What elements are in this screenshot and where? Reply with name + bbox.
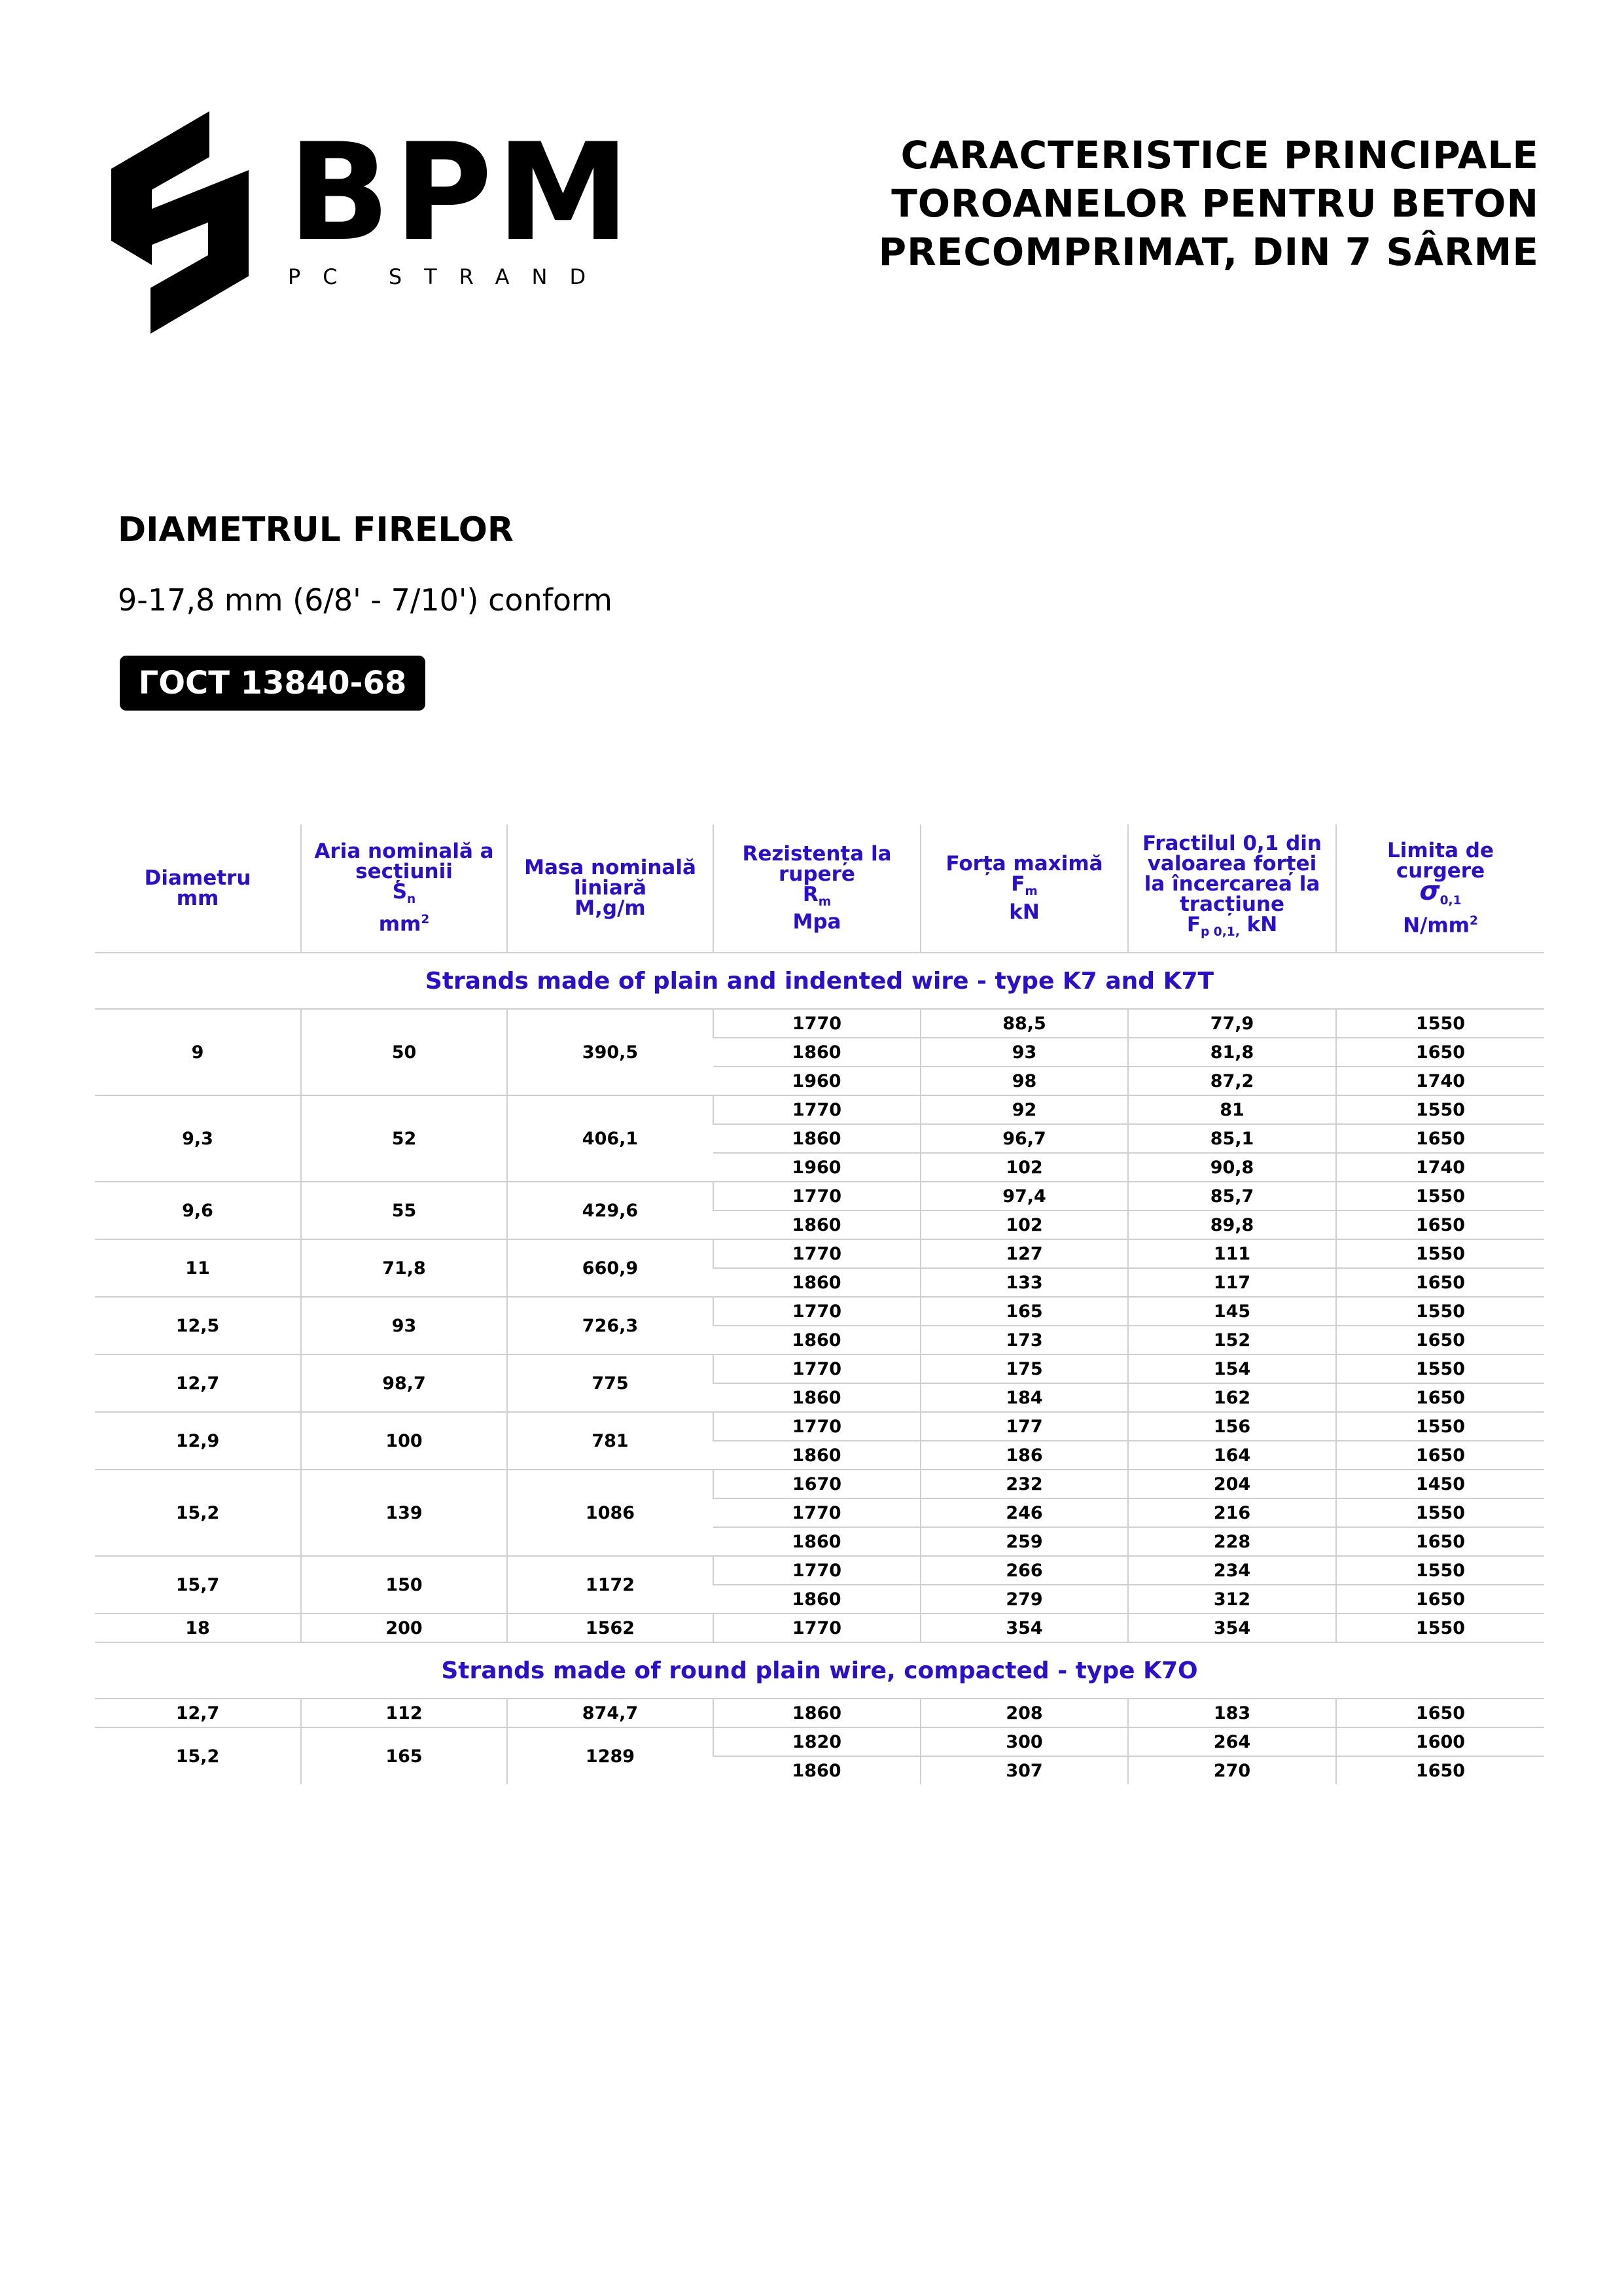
cell-mass: 781 [507, 1412, 713, 1470]
cell-diameter: 15,2 [95, 1727, 301, 1784]
cell-area: 165 [301, 1727, 507, 1784]
cell-strength: 1860 [713, 1268, 921, 1297]
standard-badge: ГОСТ 13840-68 [120, 656, 425, 711]
cell-diameter: 15,2 [95, 1470, 301, 1556]
cell-fraction: 156 [1128, 1412, 1336, 1441]
cell-strength: 1770 [713, 1239, 921, 1268]
cell-fraction: 216 [1128, 1498, 1336, 1527]
cell-strength: 1860 [713, 1527, 921, 1556]
cell-force: 98 [921, 1067, 1128, 1095]
cell-yield: 1550 [1336, 1239, 1544, 1268]
cell-strength: 1770 [713, 1009, 921, 1038]
cell-force: 97,4 [921, 1182, 1128, 1210]
cell-yield: 1550 [1336, 1412, 1544, 1441]
header-row [95, 824, 1544, 953]
cell-fraction: 162 [1128, 1383, 1336, 1412]
brand-tagline: PC STRAND [288, 264, 609, 289]
table-row [95, 1095, 1544, 1124]
cell-strength: 1770 [713, 1182, 921, 1210]
cell-yield: 1650 [1336, 1326, 1544, 1354]
cell-yield: 1550 [1336, 1009, 1544, 1038]
cell-strength: 1770 [713, 1095, 921, 1124]
cell-yield: 1550 [1336, 1297, 1544, 1326]
cell-fraction: 145 [1128, 1297, 1336, 1326]
table-row [95, 1297, 1544, 1326]
cell-fraction: 117 [1128, 1268, 1336, 1297]
title-line-3: PRECOMPRIMAT, DIN 7 SÂRME [878, 230, 1539, 274]
title-line-2: TOROANELOR PENTRU BETON [891, 181, 1539, 226]
cell-strength: 1860 [713, 1441, 921, 1470]
cell-diameter: 9,6 [95, 1182, 301, 1239]
cell-diameter: 12,7 [95, 1699, 301, 1727]
cell-force: 93 [921, 1038, 1128, 1067]
cell-diameter: 11 [95, 1239, 301, 1297]
section-title: Strands made of plain and indented wire - type K7 and K7T [95, 953, 1544, 1009]
cell-yield: 1650 [1336, 1585, 1544, 1614]
cell-force: 279 [921, 1585, 1128, 1614]
cell-yield: 1450 [1336, 1470, 1544, 1498]
logo-mark-icon [111, 111, 249, 334]
cell-force: 266 [921, 1556, 1128, 1585]
cell-area: 112 [301, 1699, 507, 1727]
cell-yield: 1740 [1336, 1153, 1544, 1182]
cell-strength: 1770 [713, 1556, 921, 1585]
cell-mass: 660,9 [507, 1239, 713, 1297]
cell-yield: 1650 [1336, 1124, 1544, 1153]
cell-yield: 1740 [1336, 1067, 1544, 1095]
cell-strength: 1860 [713, 1124, 921, 1153]
col-area: Aria nominală a secțiunii $S_n$ $mm^2$ [301, 824, 507, 953]
cell-strength: 1770 [713, 1354, 921, 1383]
cell-area: 98,7 [301, 1354, 507, 1412]
cell-force: 354 [921, 1614, 1128, 1642]
cell-diameter: 9 [95, 1009, 301, 1095]
cell-force: 173 [921, 1326, 1128, 1354]
cell-force: 102 [921, 1153, 1128, 1182]
section-row [95, 953, 1544, 1009]
table-row [95, 1727, 1544, 1756]
cell-strength: 1960 [713, 1067, 921, 1095]
cell-area: 139 [301, 1470, 507, 1556]
cell-fraction: 152 [1128, 1326, 1336, 1354]
cell-yield: 1650 [1336, 1210, 1544, 1239]
cell-diameter: 12,7 [95, 1354, 301, 1412]
cell-diameter: 18 [95, 1614, 301, 1642]
cell-strength: 1860 [713, 1210, 921, 1239]
cell-force: 92 [921, 1095, 1128, 1124]
cell-strength: 1860 [713, 1756, 921, 1784]
cell-fraction: 81 [1128, 1095, 1336, 1124]
cell-strength: 1860 [713, 1383, 921, 1412]
cell-yield: 1650 [1336, 1038, 1544, 1067]
cell-fraction: 204 [1128, 1470, 1336, 1498]
table-row [95, 1556, 1544, 1585]
cell-mass: 726,3 [507, 1297, 713, 1354]
cell-area: 52 [301, 1095, 507, 1182]
cell-fraction: 81,8 [1128, 1038, 1336, 1067]
cell-force: 175 [921, 1354, 1128, 1383]
cell-fraction: 164 [1128, 1441, 1336, 1470]
cell-fraction: 87,2 [1128, 1067, 1336, 1095]
cell-mass: 1562 [507, 1614, 713, 1642]
cell-force: 102 [921, 1210, 1128, 1239]
cell-strength: 1860 [713, 1585, 921, 1614]
cell-strength: 1860 [713, 1326, 921, 1354]
cell-fraction: 234 [1128, 1556, 1336, 1585]
cell-fraction: 89,8 [1128, 1210, 1336, 1239]
cell-force: 307 [921, 1756, 1128, 1784]
table-row [95, 1699, 1544, 1727]
cell-yield: 1550 [1336, 1095, 1544, 1124]
cell-strength: 1960 [713, 1153, 921, 1182]
cell-force: 246 [921, 1498, 1128, 1527]
cell-yield: 1550 [1336, 1182, 1544, 1210]
col-mass: Masa nominală liniară M,g/m [507, 824, 713, 953]
cell-strength: 1770 [713, 1412, 921, 1441]
col-yield: Limita de curgere $\sigma_{0,1}$ $N/mm^2$ [1336, 824, 1544, 953]
cell-mass: 874,7 [507, 1699, 713, 1727]
cell-yield: 1550 [1336, 1498, 1544, 1527]
cell-yield: 1650 [1336, 1441, 1544, 1470]
cell-force: 184 [921, 1383, 1128, 1412]
section-row [95, 1642, 1544, 1699]
cell-force: 133 [921, 1268, 1128, 1297]
cell-yield: 1550 [1336, 1556, 1544, 1585]
brand-name: BPM [288, 115, 634, 271]
cell-mass: 406,1 [507, 1095, 713, 1182]
col-diameter: Diametru mm [144, 866, 251, 910]
cell-fraction: 270 [1128, 1756, 1336, 1784]
title-line-1: CARACTERISTICE PRINCIPALE [900, 133, 1539, 177]
cell-mass: 775 [507, 1354, 713, 1412]
cell-yield: 1650 [1336, 1699, 1544, 1727]
cell-strength: 1770 [713, 1297, 921, 1326]
specs-body [95, 953, 1544, 1784]
cell-force: 177 [921, 1412, 1128, 1441]
cell-yield: 1650 [1336, 1756, 1544, 1784]
cell-area: 55 [301, 1182, 507, 1239]
cell-mass: 1289 [507, 1727, 713, 1784]
cell-strength: 1820 [713, 1727, 921, 1756]
cell-force: 186 [921, 1441, 1128, 1470]
table-row [95, 1009, 1544, 1038]
cell-fraction: 111 [1128, 1239, 1336, 1268]
col-force: Forța maximă $F_m$ kN [921, 824, 1128, 953]
cell-area: 200 [301, 1614, 507, 1642]
cell-diameter: 9,3 [95, 1095, 301, 1182]
cell-fraction: 183 [1128, 1699, 1336, 1727]
cell-strength: 1770 [713, 1498, 921, 1527]
cell-strength: 1670 [713, 1470, 921, 1498]
table-row [95, 1239, 1544, 1268]
cell-yield: 1600 [1336, 1727, 1544, 1756]
brand-logo [288, 115, 634, 289]
table-row [95, 1182, 1544, 1210]
cell-diameter: 15,7 [95, 1556, 301, 1614]
cell-diameter: 12,5 [95, 1297, 301, 1354]
cell-strength: 1860 [713, 1699, 921, 1727]
cell-mass: 390,5 [507, 1009, 713, 1095]
cell-fraction: 90,8 [1128, 1153, 1336, 1182]
cell-force: 208 [921, 1699, 1128, 1727]
cell-fraction: 228 [1128, 1527, 1336, 1556]
cell-force: 165 [921, 1297, 1128, 1326]
cell-force: 232 [921, 1470, 1128, 1498]
cell-mass: 1086 [507, 1470, 713, 1556]
cell-force: 300 [921, 1727, 1128, 1756]
cell-fraction: 154 [1128, 1354, 1336, 1383]
cell-area: 100 [301, 1412, 507, 1470]
cell-area: 150 [301, 1556, 507, 1614]
cell-yield: 1650 [1336, 1383, 1544, 1412]
cell-yield: 1550 [1336, 1354, 1544, 1383]
cell-force: 127 [921, 1239, 1128, 1268]
cell-mass: 1172 [507, 1556, 713, 1614]
cell-mass: 429,6 [507, 1182, 713, 1239]
table-row [95, 1354, 1544, 1383]
col-fraction: Fractilul 0,1 din valoarea forței la încercarea la tracțiune $F_{p 0,1,}$ kN [1128, 824, 1336, 953]
cell-force: 88,5 [921, 1009, 1128, 1038]
table-row [95, 1470, 1544, 1498]
cell-yield: 1650 [1336, 1527, 1544, 1556]
cell-fraction: 77,9 [1128, 1009, 1336, 1038]
table-row [95, 1412, 1544, 1441]
col-strength: Rezistența la rupere $R_m$ Mpa [713, 824, 921, 953]
cell-fraction: 354 [1128, 1614, 1336, 1642]
cell-diameter: 12,9 [95, 1412, 301, 1470]
cell-force: 96,7 [921, 1124, 1128, 1153]
cell-fraction: 85,1 [1128, 1124, 1336, 1153]
specs-table [95, 824, 1544, 1784]
cell-force: 259 [921, 1527, 1128, 1556]
cell-area: 50 [301, 1009, 507, 1095]
section-title: Strands made of round plain wire, compacted - type K7O [95, 1642, 1544, 1699]
cell-area: 93 [301, 1297, 507, 1354]
cell-area: 71,8 [301, 1239, 507, 1297]
section-heading: DIAMETRUL FIRELOR [118, 510, 514, 550]
cell-fraction: 312 [1128, 1585, 1336, 1614]
cell-yield: 1650 [1336, 1268, 1544, 1297]
cell-yield: 1550 [1336, 1614, 1544, 1642]
section-subtitle: 9-17,8 mm (6/8' - 7/10') conform [118, 582, 612, 618]
table-row [95, 1614, 1544, 1642]
cell-fraction: 264 [1128, 1727, 1336, 1756]
cell-strength: 1770 [713, 1614, 921, 1642]
cell-fraction: 85,7 [1128, 1182, 1336, 1210]
document-title [879, 131, 1539, 276]
cell-strength: 1860 [713, 1038, 921, 1067]
